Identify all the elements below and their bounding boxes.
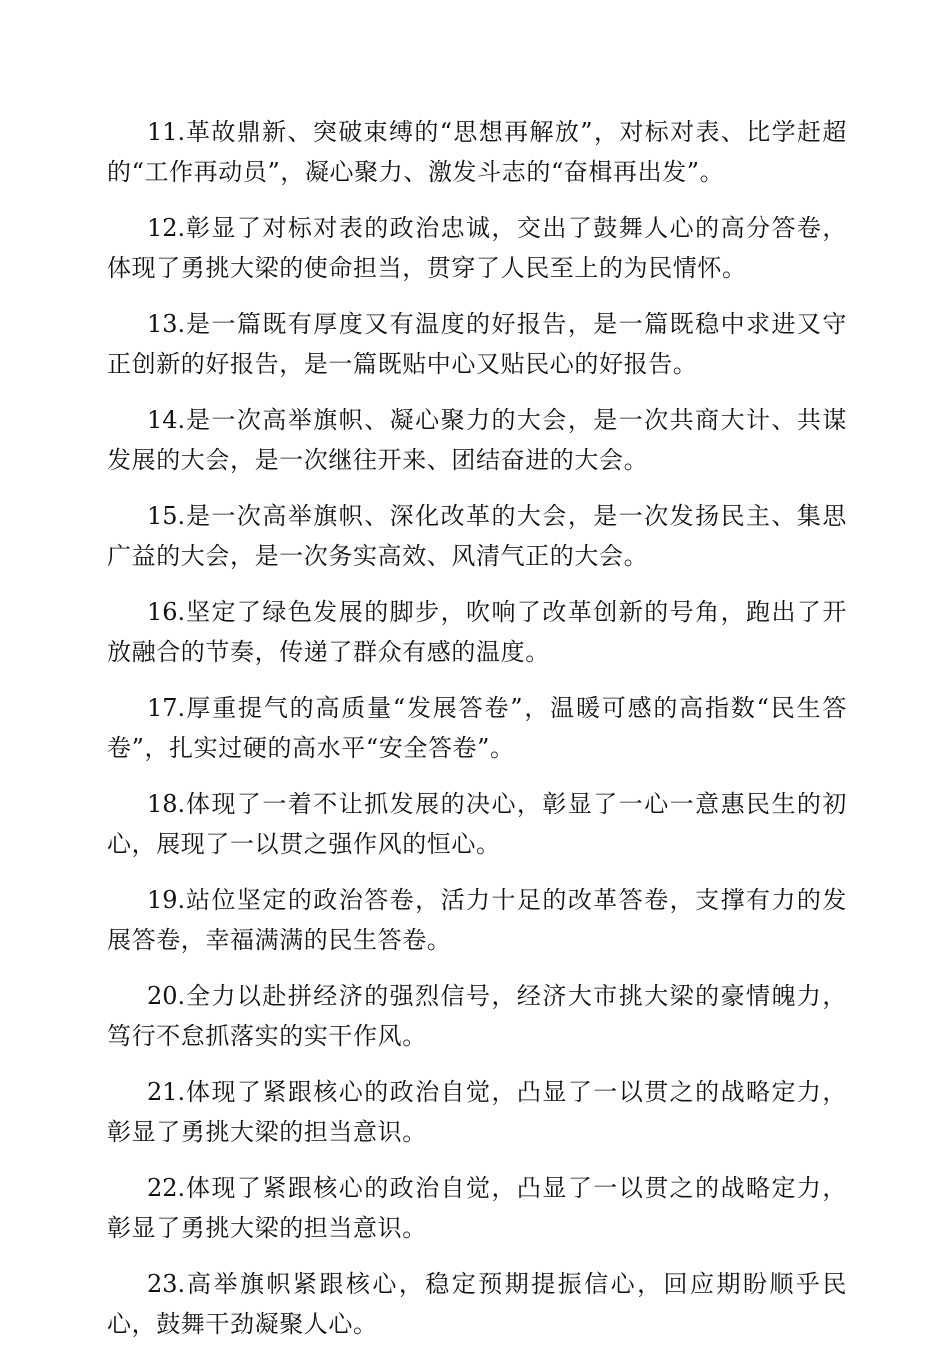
list-item-19 bbox=[107, 880, 847, 960]
item-number: 14. bbox=[147, 406, 186, 434]
document-body bbox=[107, 112, 847, 1360]
item-text: 是一篇既有厚度又有温度的好报告，是一篇既稳中求进又守正创新的好报告，是一篇既贴中心又贴民心的好报告。 bbox=[107, 310, 847, 378]
item-text: 彰显了对标对表的政治忠诚，交出了鼓舞人心的高分答卷，体现了勇挑大梁的使命担当，贯穿了人民至上的为民情怀。 bbox=[107, 214, 847, 282]
item-text: 体现了紧跟核心的政治自觉，凸显了一以贯之的战略定力，彰显了勇挑大梁的担当意识。 bbox=[107, 1174, 847, 1242]
item-text: 全力以赴拼经济的强烈信号，经济大市挑大梁的豪情魄力，笃行不怠抓落实的实干作风。 bbox=[107, 982, 847, 1050]
item-number: 22. bbox=[147, 1174, 186, 1202]
item-text: 高举旗帜紧跟核心，稳定预期提振信心，回应期盼顺乎民心，鼓舞干劲凝聚人心。 bbox=[107, 1270, 847, 1338]
item-text: 是一次高举旗帜、凝心聚力的大会，是一次共商大计、共谋发展的大会，是一次继往开来、团结奋进的大会。 bbox=[107, 406, 847, 474]
list-item-13 bbox=[107, 304, 847, 384]
item-number: 12. bbox=[147, 214, 186, 242]
item-number: 19. bbox=[147, 886, 186, 914]
list-item-15 bbox=[107, 496, 847, 576]
item-text: 站位坚定的政治答卷，活力十足的改革答卷，支撑有力的发展答卷，幸福满满的民生答卷。 bbox=[107, 886, 847, 954]
item-text: 革故鼎新、突破束缚的“思想再解放”，对标对表、比学赶超的“工作再动员”，凝心聚力、激发斗志的“奋楫再出发”。 bbox=[107, 118, 847, 186]
list-item-11 bbox=[107, 112, 847, 192]
item-text: 体现了一着不让抓发展的决心，彰显了一心一意惠民生的初心，展现了一以贯之强作风的恒心。 bbox=[107, 790, 847, 858]
list-item-21 bbox=[107, 1072, 847, 1152]
item-text: 是一次高举旗帜、深化改革的大会，是一次发扬民主、集思广益的大会，是一次务实高效、风清气正的大会。 bbox=[107, 502, 847, 570]
item-number: 11. bbox=[147, 118, 186, 146]
item-number: 21. bbox=[147, 1078, 186, 1106]
item-text: 体现了紧跟核心的政治自觉，凸显了一以贯之的战略定力，彰显了勇挑大梁的担当意识。 bbox=[107, 1078, 847, 1146]
item-number: 23. bbox=[147, 1270, 186, 1298]
list-item-18 bbox=[107, 784, 847, 864]
item-text: 坚定了绿色发展的脚步，吹响了改革创新的号角，跑出了开放融合的节奏，传递了群众有感的温度。 bbox=[107, 598, 847, 666]
item-number: 17. bbox=[147, 694, 186, 722]
item-number: 16. bbox=[147, 598, 186, 626]
list-item-16 bbox=[107, 592, 847, 672]
list-item-12 bbox=[107, 208, 847, 288]
list-item-17 bbox=[107, 688, 847, 768]
list-item-23 bbox=[107, 1264, 847, 1344]
list-item-14 bbox=[107, 400, 847, 480]
item-text: 厚重提气的高质量“发展答卷”，温暖可感的高指数“民生答卷”，扎实过硬的高水平“安全答卷”。 bbox=[107, 694, 847, 762]
item-number: 13. bbox=[147, 310, 186, 338]
item-number: 15. bbox=[147, 502, 186, 530]
list-item-22 bbox=[107, 1168, 847, 1248]
item-number: 20. bbox=[147, 982, 186, 1010]
item-number: 18. bbox=[147, 790, 186, 818]
list-item-20 bbox=[107, 976, 847, 1056]
